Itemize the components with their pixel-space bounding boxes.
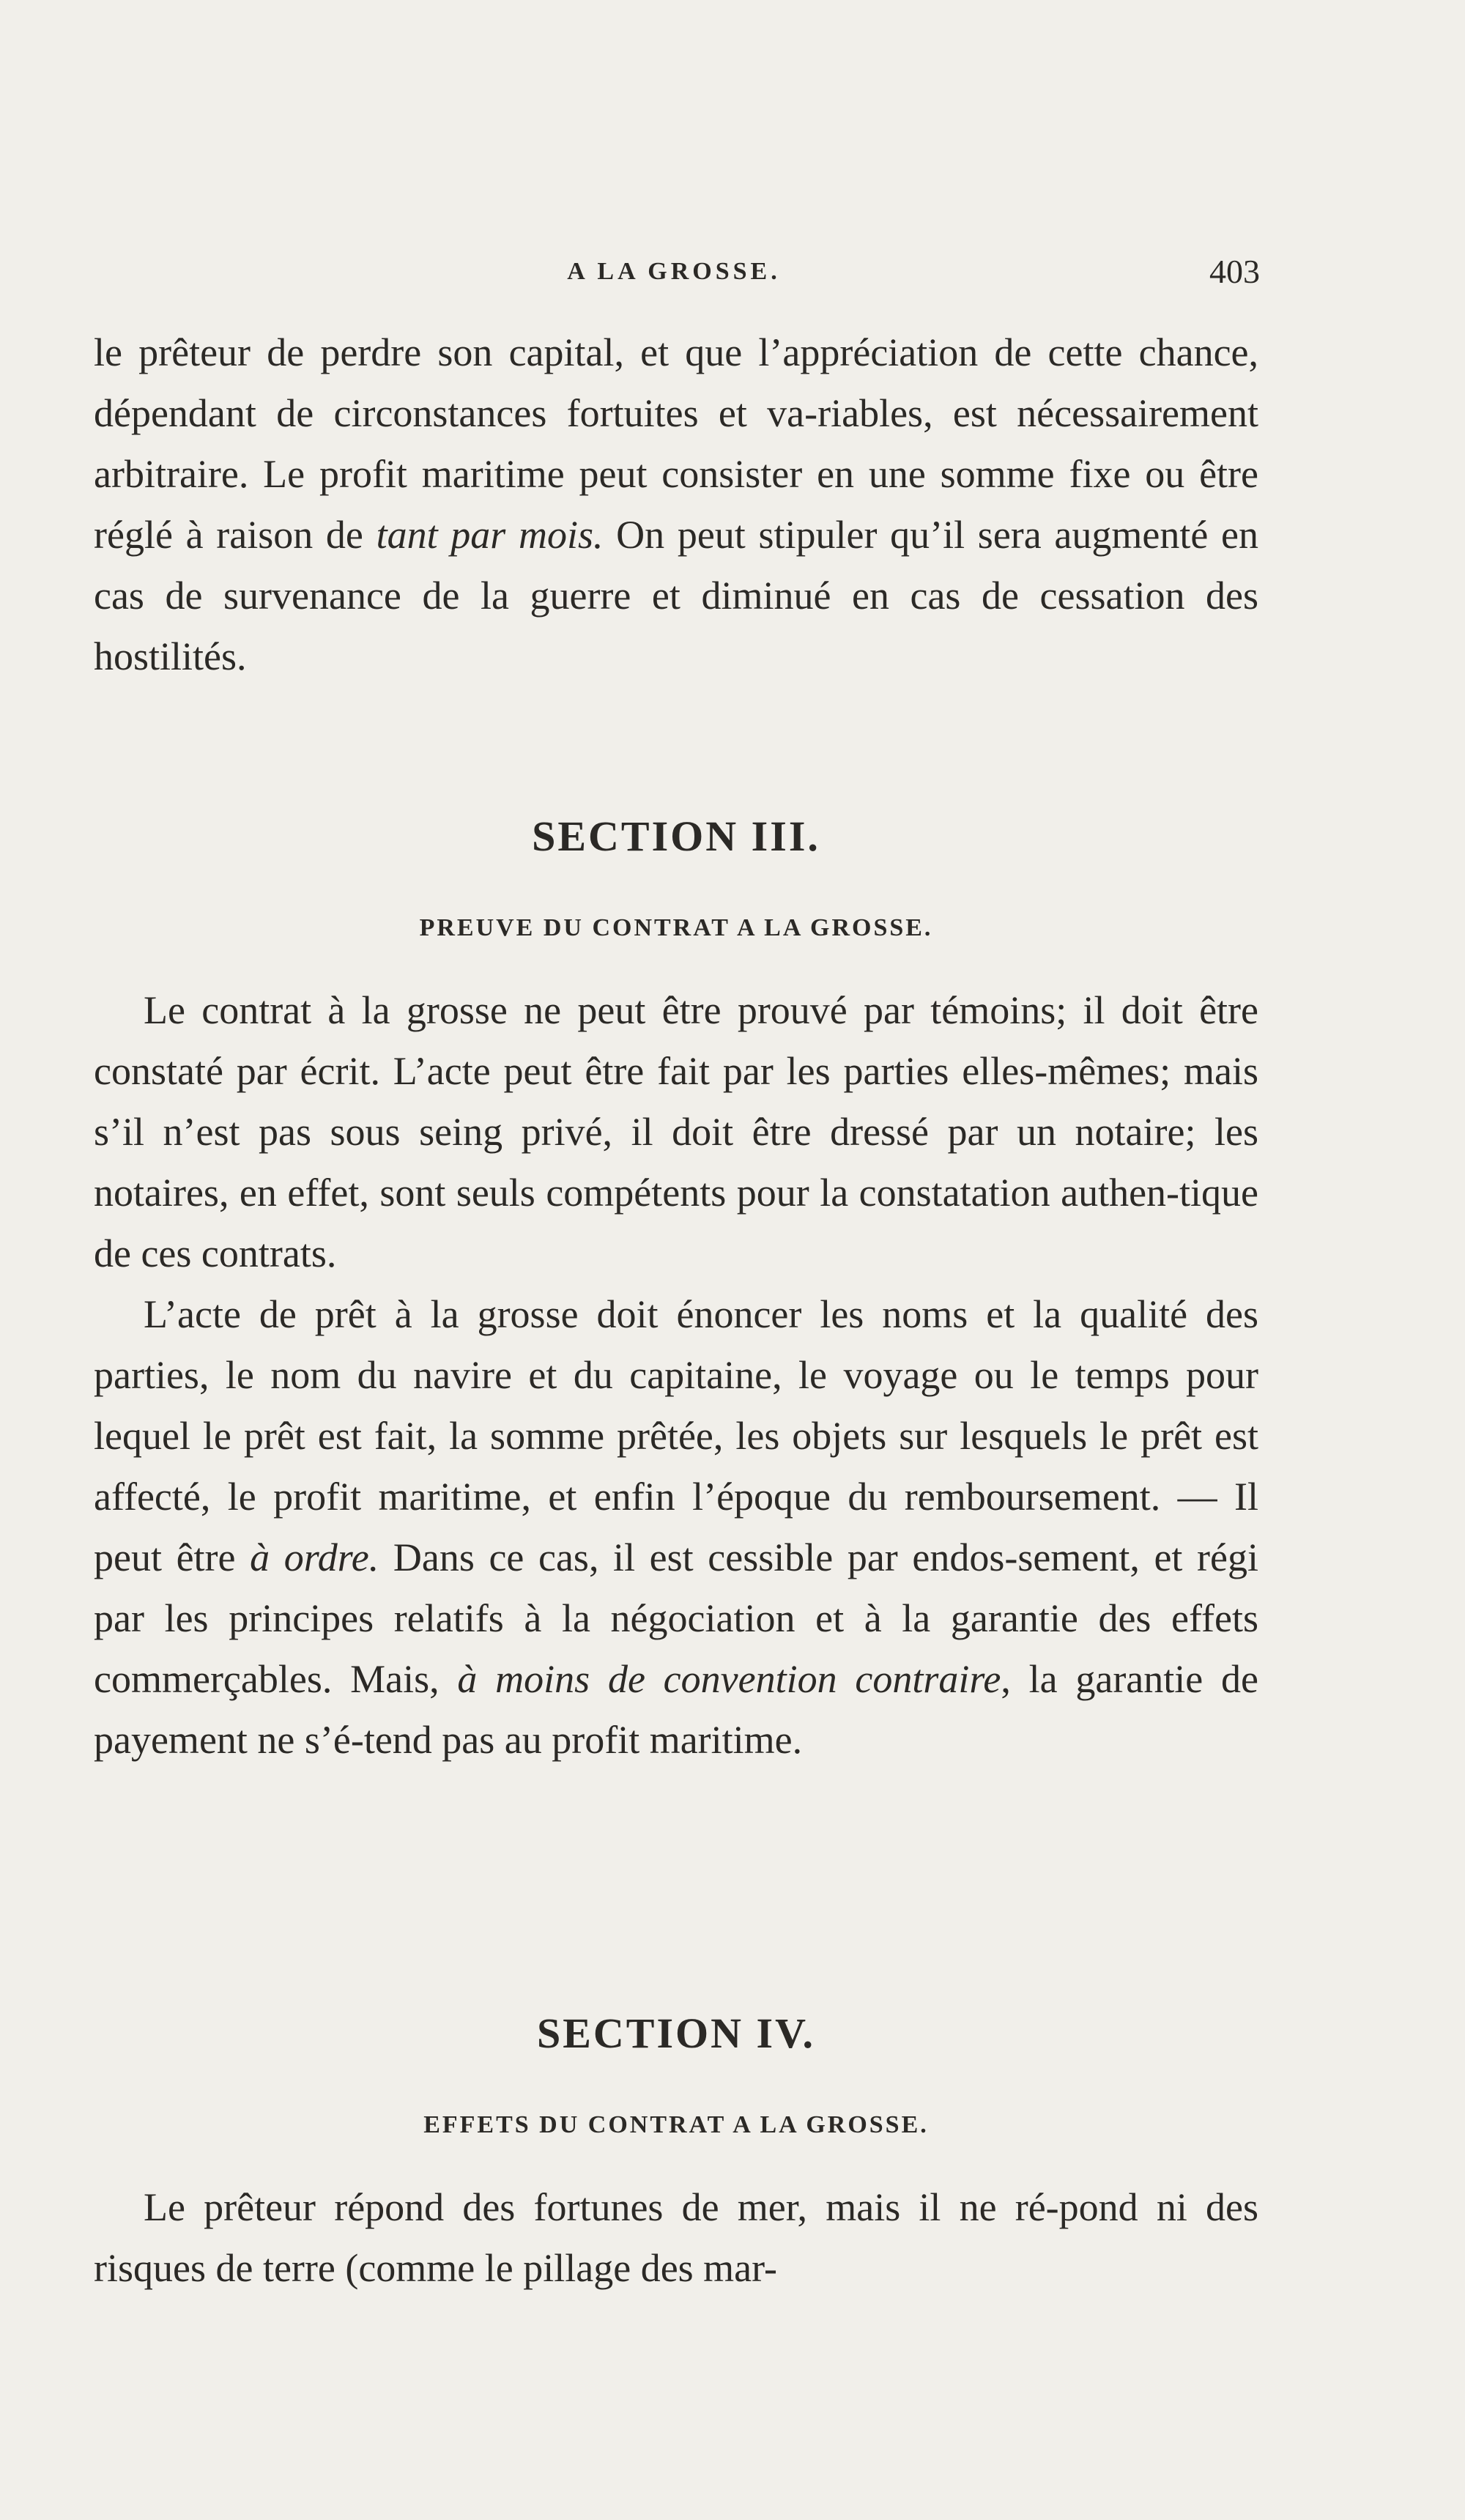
section-3-subtitle: PREUVE DU CONTRAT A LA GROSSE.: [419, 914, 933, 941]
paragraph: Le contrat à la grosse ne peut être prouvé par témoins; il doit être constaté par écrit. L’acte peut être fait par les parties elles-mêmes; mais s’il n’est pas sous seing privé, il doit être dressé par un notaire; les notaires, en effet, sont seuls compétents pour la constatation authen-tique de ces contrats.: [94, 988, 1258, 1275]
text-run: On peut stipuler qu’il sera augmenté en cas de survenance de la guerre et diminué en cas de cessation des hostilités.: [94, 513, 1258, 678]
text-run: le prêteur de perdre son capital, et que l’appréciation de cette chance, dépendant de circonstances fortuites et va-riables, est nécessairement arbitraire. Le profit maritime peut consister en une somme fixe ou être réglé à raison de: [94, 330, 1258, 557]
page-number: 403: [1209, 253, 1260, 290]
italic-text: à ordre.: [250, 1535, 379, 1579]
paragraph: [94, 322, 1258, 687]
section-4-subtitle: EFFETS DU CONTRAT A LA GROSSE.: [423, 2111, 929, 2138]
paragraph: [94, 1284, 1258, 1771]
section-4-text: [94, 2177, 1258, 2299]
section-3-text: [94, 980, 1258, 1771]
text-run: , la garantie de payement ne s’é-tend pas au profit maritime.: [94, 1657, 1258, 1762]
paragraph: Le prêteur répond des fortunes de mer, mais il ne ré-pond ni des risques de terre (comme le pillage des mar-: [94, 2185, 1258, 2290]
section-4-title: SECTION IV.: [536, 2009, 816, 2057]
italic-text: tant par mois.: [376, 513, 604, 557]
italic-text: à moins de convention contraire: [457, 1657, 1001, 1701]
text-run: L’acte de prêt à la grosse doit énoncer les noms et la qualité des parties, le nom du navire et du capitaine, le voyage ou le temps pour lequel le prêt est fait, la somme prêtée, les objets sur lesquels le prêt est affecté, le profit maritime, et enfin l’époque du remboursement. — Il peut être: [94, 1292, 1258, 1579]
text-run: Dans ce cas, il est cessible par endos-sement, et régi par les principes relatifs à la négociation et à la garantie des effets commerçables. Mais,: [94, 1535, 1258, 1701]
section-3-title: SECTION III.: [532, 812, 820, 860]
intro-text: [94, 322, 1258, 687]
running-head: A LA GROSSE.: [567, 258, 781, 285]
